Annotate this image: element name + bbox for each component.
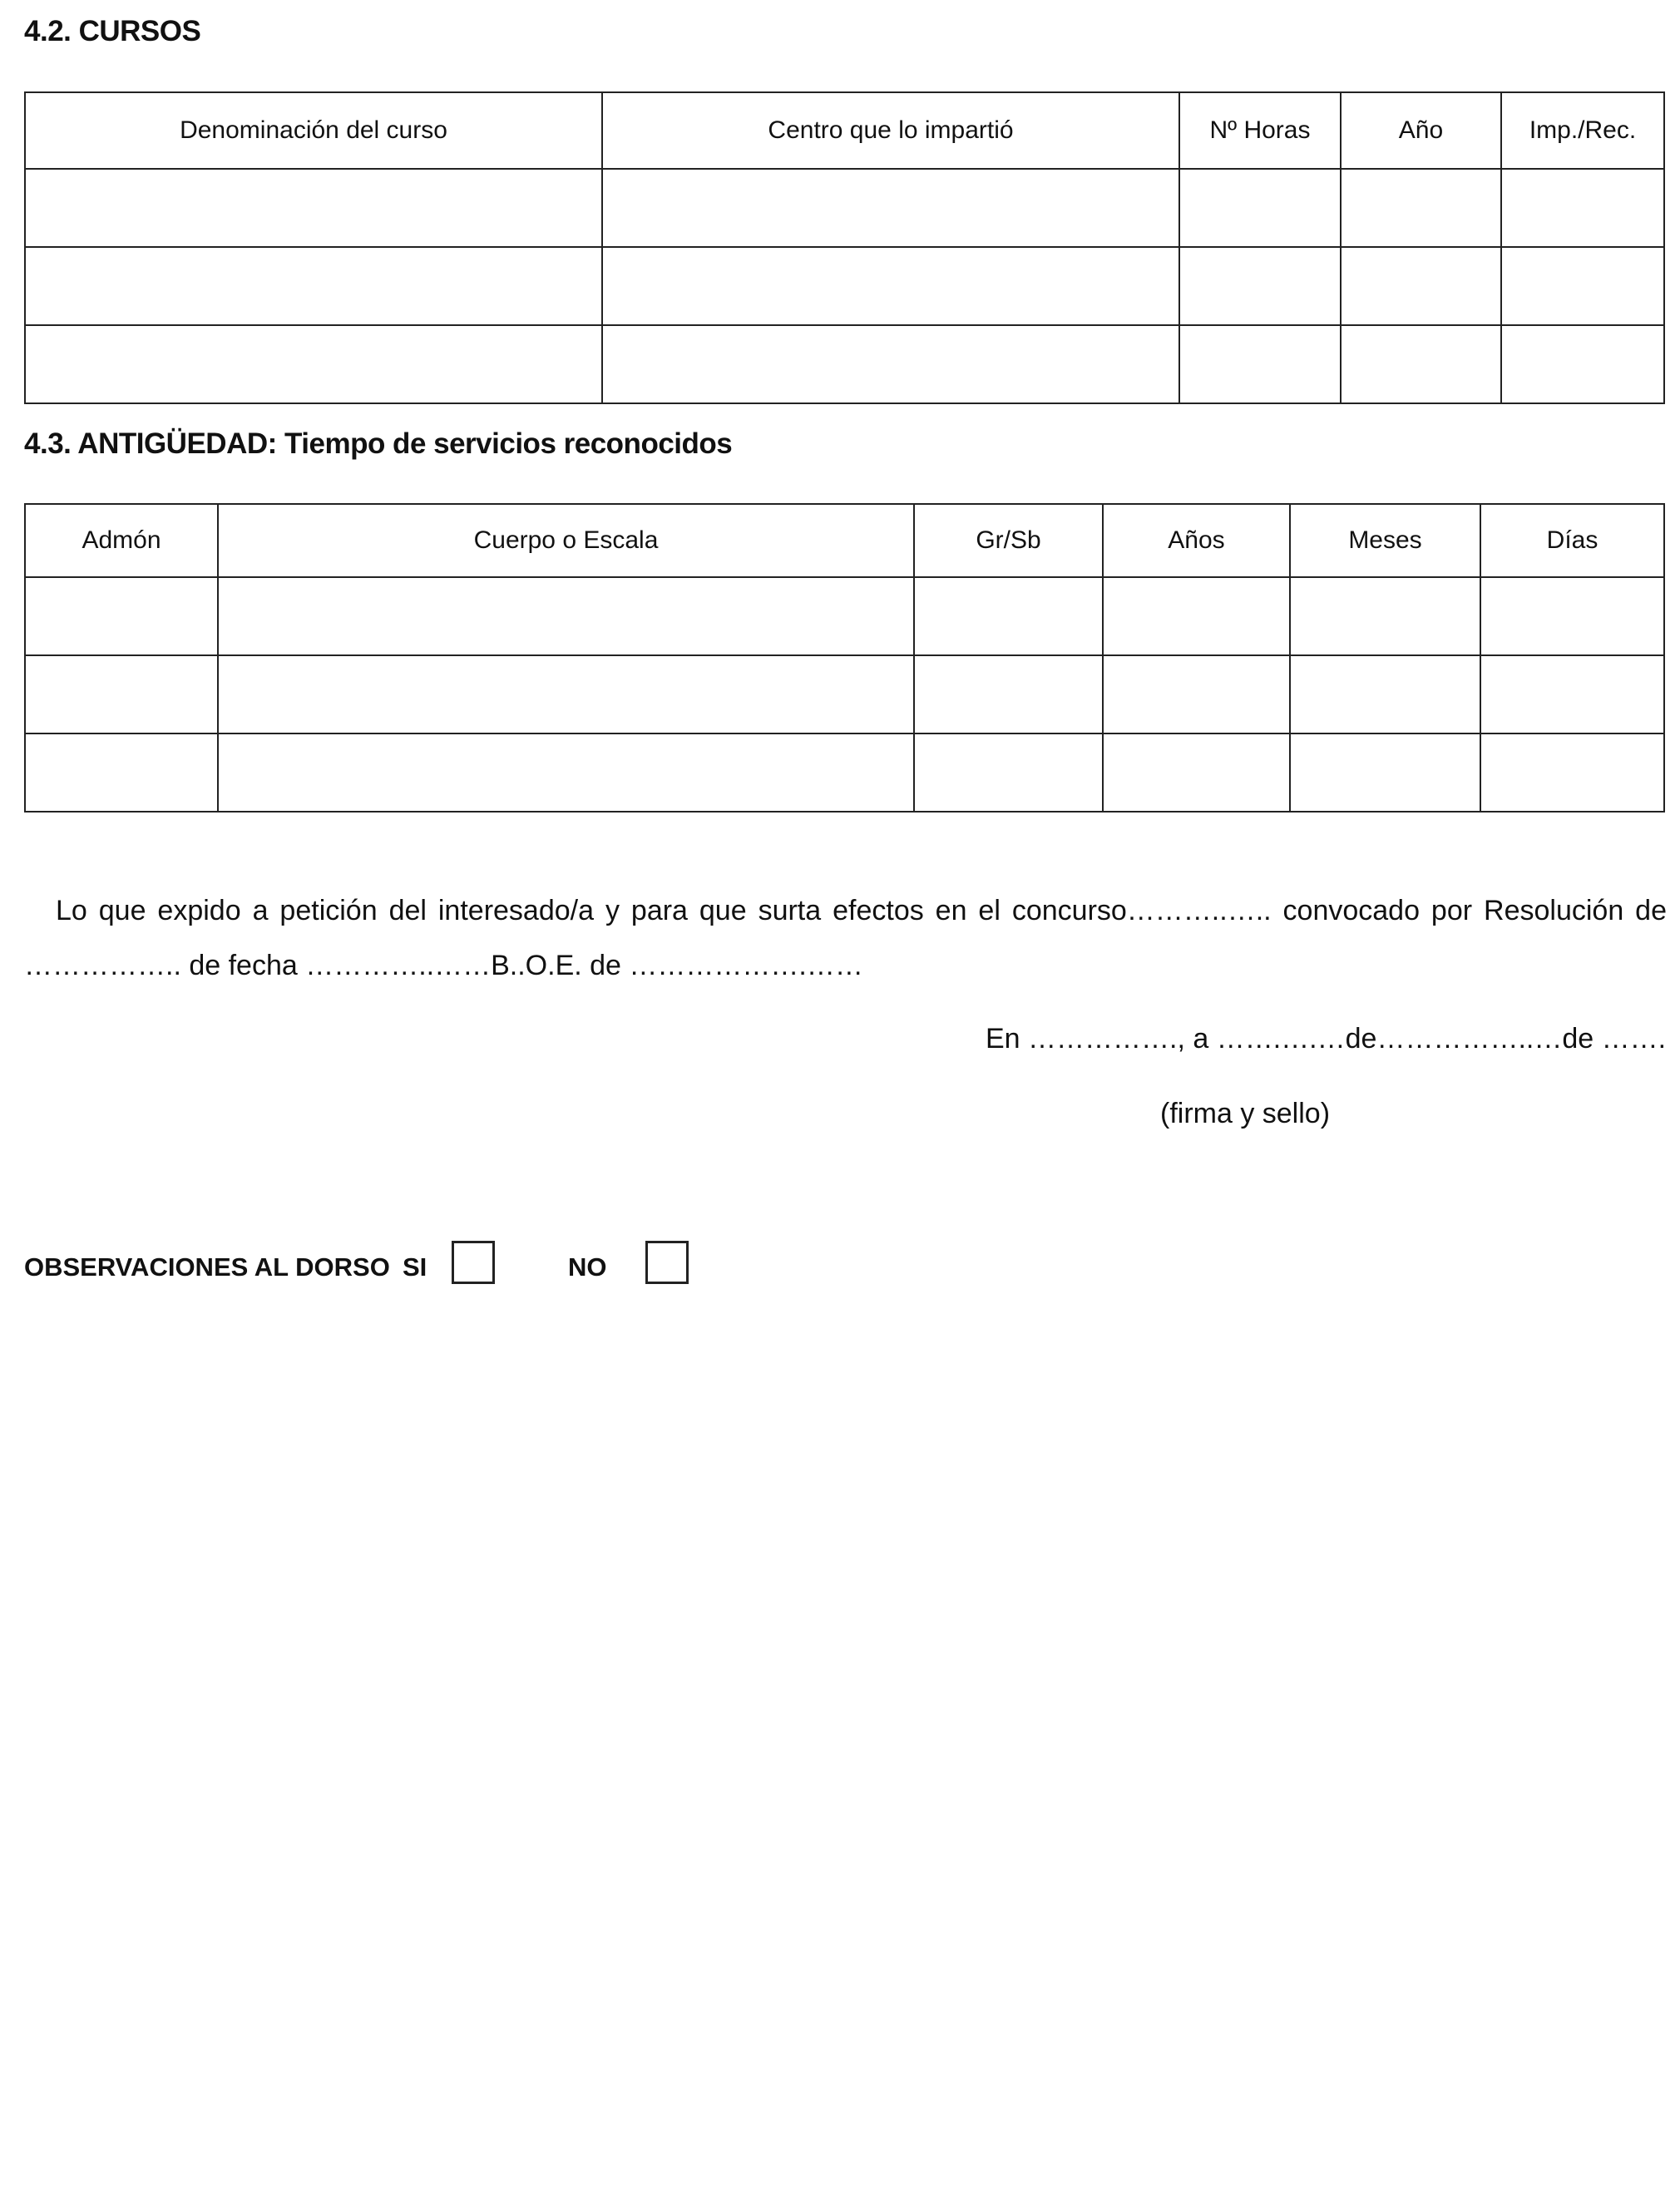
col-ano-header: Año [1341, 92, 1501, 169]
col-meses-header: Meses [1290, 504, 1480, 577]
certification-text: Lo que expido a petición del interesado/a y para que surta efectos en el concurso………..….. convocado por Resolución de …………….. de fecha …………..……B..O.E. de ……………….…… [24, 895, 1667, 981]
antiguedad-heading-main: 4.3. ANTIGÜEDAD [24, 427, 268, 460]
antig-cell-grsb[interactable] [914, 733, 1103, 812]
cursos-cell-ano[interactable] [1341, 169, 1501, 247]
col-grsb-header: Gr/Sb [914, 504, 1103, 577]
table-row [25, 733, 1664, 812]
cursos-cell-imp-rec[interactable] [1501, 247, 1664, 325]
certification-paragraph [24, 883, 1667, 993]
antig-cell-dias[interactable] [1480, 577, 1664, 655]
antig-cell-meses[interactable] [1290, 733, 1480, 812]
col-dias-header: Días [1480, 504, 1664, 577]
cursos-heading: 4.2. CURSOS [24, 15, 201, 47]
cursos-cell-imp-rec[interactable] [1501, 169, 1664, 247]
antiguedad-header-row [25, 504, 1664, 577]
si-label: SI [403, 1252, 427, 1282]
cursos-cell-denominacion[interactable] [25, 169, 602, 247]
col-anos-header: Años [1103, 504, 1290, 577]
col-imp-rec-header: Imp./Rec. [1501, 92, 1664, 169]
col-denominacion-header: Denominación del curso [25, 92, 602, 169]
cursos-table [24, 91, 1665, 404]
si-checkbox[interactable] [452, 1241, 495, 1284]
antig-cell-admon[interactable] [25, 733, 218, 812]
antig-cell-cuerpo[interactable] [218, 733, 914, 812]
cursos-cell-ano[interactable] [1341, 247, 1501, 325]
cursos-cell-horas[interactable] [1179, 247, 1341, 325]
observaciones-row [0, 1241, 1680, 1287]
table-row [25, 247, 1664, 325]
table-row [25, 655, 1664, 733]
antig-cell-admon[interactable] [25, 577, 218, 655]
table-row [25, 577, 1664, 655]
no-label: NO [568, 1252, 607, 1282]
col-horas-header: Nº Horas [1179, 92, 1341, 169]
antig-cell-anos[interactable] [1103, 733, 1290, 812]
antig-cell-grsb[interactable] [914, 577, 1103, 655]
cursos-cell-centro[interactable] [602, 247, 1179, 325]
cursos-cell-imp-rec[interactable] [1501, 325, 1664, 403]
antig-cell-meses[interactable] [1290, 655, 1480, 733]
no-checkbox[interactable] [645, 1241, 689, 1284]
cursos-cell-denominacion[interactable] [25, 325, 602, 403]
cursos-cell-denominacion[interactable] [25, 247, 602, 325]
antiguedad-table [24, 503, 1665, 812]
cursos-header-row [25, 92, 1664, 169]
place-date-line: En ……………., a …….….…de……………..…de ……. [986, 1023, 1667, 1055]
cursos-cell-ano[interactable] [1341, 325, 1501, 403]
col-centro-header: Centro que lo impartió [602, 92, 1179, 169]
cursos-cell-horas[interactable] [1179, 325, 1341, 403]
table-row [25, 325, 1664, 403]
antig-cell-dias[interactable] [1480, 655, 1664, 733]
antiguedad-heading-sub: : Tiempo de servicios reconocidos [267, 427, 733, 460]
antig-cell-anos[interactable] [1103, 655, 1290, 733]
antig-cell-admon[interactable] [25, 655, 218, 733]
col-admon-header: Admón [25, 504, 218, 577]
antiguedad-heading [24, 427, 732, 461]
cursos-cell-centro[interactable] [602, 325, 1179, 403]
antig-cell-meses[interactable] [1290, 577, 1480, 655]
cursos-cell-centro[interactable] [602, 169, 1179, 247]
col-cuerpo-header: Cuerpo o Escala [218, 504, 914, 577]
signature-label: (firma y sello) [1160, 1098, 1331, 1129]
antig-cell-cuerpo[interactable] [218, 655, 914, 733]
antig-cell-cuerpo[interactable] [218, 577, 914, 655]
antig-cell-anos[interactable] [1103, 577, 1290, 655]
observaciones-label: OBSERVACIONES AL DORSO [24, 1252, 390, 1282]
cursos-cell-horas[interactable] [1179, 169, 1341, 247]
antig-cell-dias[interactable] [1480, 733, 1664, 812]
antig-cell-grsb[interactable] [914, 655, 1103, 733]
table-row [25, 169, 1664, 247]
